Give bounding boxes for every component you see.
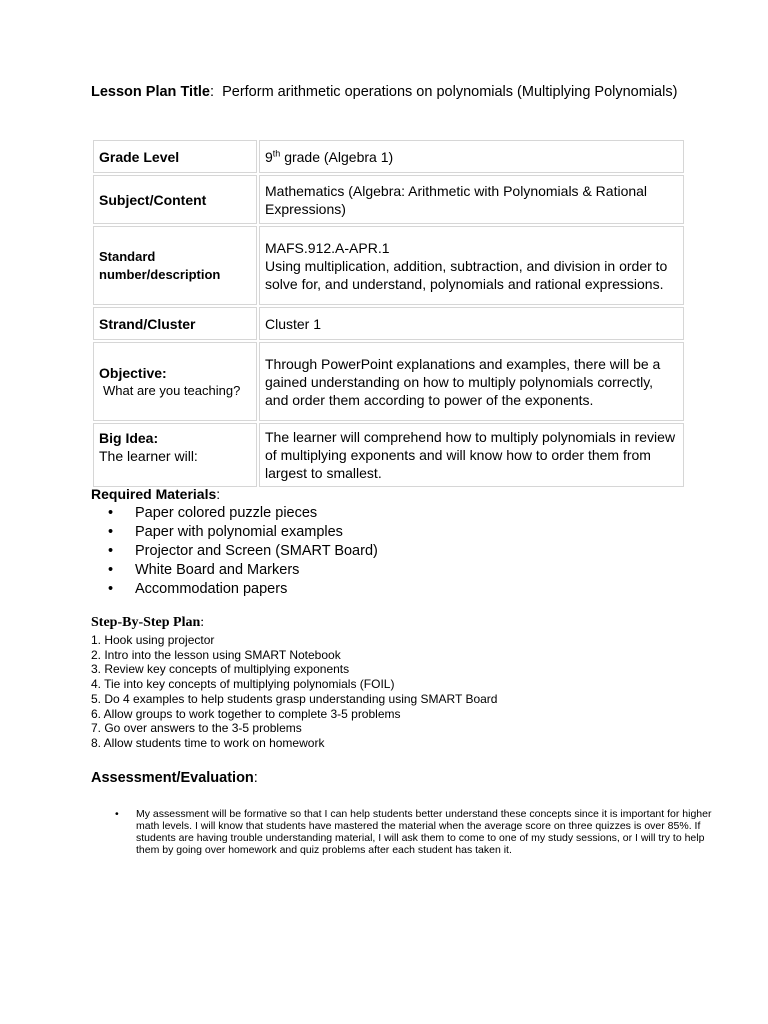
strand-label: Strand/Cluster <box>93 307 257 340</box>
list-item: 1. Hook using projector <box>91 633 215 647</box>
list-item: 7. Go over answers to the 3-5 problems <box>91 721 302 736</box>
steps-heading <box>91 615 204 631</box>
grade-course: grade (Algebra 1) <box>280 148 394 165</box>
materials-heading <box>91 486 220 502</box>
objective-sublabel: What are you teaching? <box>103 382 241 398</box>
grade-level-value <box>259 140 684 173</box>
assessment-text: My assessment will be formative so that I can help students better understand these concepts since it is important for higher math levels. I will know that students have mastered the material when the average score on three quizzes is over 85%. If students are having trouble understanding material, I will ask them to come to one of my study sessions, or I will try to help them by going over homework and quiz problems after each student has taken it. <box>136 808 712 856</box>
subject-value: Mathematics (Algebra: Arithmetic with Polynomials & Rational Expressions) <box>259 175 684 224</box>
big-idea-sublabel: The learner will: <box>99 448 198 464</box>
material-text: Accommodation papers <box>135 581 288 597</box>
subject-label: Subject/Content <box>93 175 257 224</box>
standard-value <box>259 226 684 305</box>
grade-ordinal: th <box>272 147 281 158</box>
table-row-standard <box>93 226 684 305</box>
table-row-big-idea <box>93 423 684 487</box>
list-item: 6. Allow groups to work together to complete 3-5 problems <box>91 706 401 721</box>
big-idea-label-cell <box>93 423 257 487</box>
materials-heading-text: Required Materials <box>91 486 217 502</box>
material-text: White Board and Markers <box>135 562 300 578</box>
lesson-info-table <box>91 138 686 489</box>
assessment-heading <box>91 770 258 786</box>
assessment-heading-text: Assessment/Evaluation <box>91 770 254 786</box>
list-item <box>108 504 378 523</box>
list-item <box>108 580 378 599</box>
bullet-icon: • <box>108 543 114 559</box>
table-row-objective <box>93 342 684 421</box>
table-row-strand <box>93 307 684 340</box>
assessment-heading-colon: : <box>253 770 258 786</box>
list-item: 2. Intro into the lesson using SMART Notebook <box>91 647 341 662</box>
materials-list <box>108 504 378 599</box>
big-idea-label: Big Idea: <box>99 430 159 446</box>
strand-value: Cluster 1 <box>259 307 684 340</box>
material-text: Projector and Screen (SMART Board) <box>135 543 378 559</box>
list-item <box>108 542 378 561</box>
material-text: Paper colored puzzle pieces <box>135 505 318 521</box>
big-idea-value: The learner will comprehend how to multiply polynomials in review of multiplying exponents and will know how to order them from largest to smallest. <box>259 423 684 487</box>
list-item <box>108 523 378 542</box>
objective-label: Objective: <box>99 364 167 381</box>
list-item <box>108 561 378 580</box>
grade-level-label: Grade Level <box>93 140 257 173</box>
standard-description: Using multiplication, addition, subtraction, and division in order to solve for, and understand, polynomials and rational expressions. <box>265 257 668 292</box>
bullet-icon: • <box>115 808 119 820</box>
steps-list <box>91 633 497 751</box>
standard-label: Standard number/description <box>93 226 257 305</box>
objective-label-cell <box>93 342 257 421</box>
title-colon: : <box>210 84 215 100</box>
bullet-icon: • <box>108 524 114 540</box>
title-label: Lesson Plan Title <box>91 84 210 100</box>
lesson-plan-title <box>91 83 691 101</box>
standard-code: MAFS.912.A-APR.1 <box>265 239 390 256</box>
steps-heading-colon: : <box>200 615 205 630</box>
objective-value: Through PowerPoint explanations and examples, there will be a gained understanding on how to multiply polynomials correctly, and order them according to power of the exponents. <box>259 342 684 421</box>
list-item: 5. Do 4 examples to help students grasp understanding using SMART Board <box>91 691 498 706</box>
material-text: Paper with polynomial examples <box>135 524 343 540</box>
table-row-subject <box>93 175 684 224</box>
list-item: 3. Review key concepts of multiplying exponents <box>91 662 350 677</box>
grade-number: 9 <box>265 148 273 165</box>
table-row-grade-level <box>93 140 684 173</box>
bullet-icon: • <box>108 562 114 578</box>
list-item: 8. Allow students time to work on homework <box>91 735 325 750</box>
bullet-icon: • <box>108 505 114 521</box>
title-text: Perform arithmetic operations on polynomials (Multiplying Polynomials) <box>222 84 678 100</box>
list-item: 4. Tie into key concepts of multiplying polynomials (FOIL) <box>91 677 395 692</box>
steps-heading-text: Step-By-Step Plan <box>91 615 201 630</box>
materials-heading-colon: : <box>216 486 221 502</box>
bullet-icon: • <box>108 581 114 597</box>
